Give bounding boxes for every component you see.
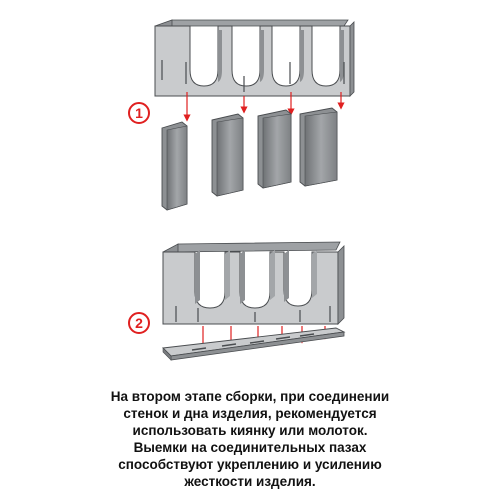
caption-line: На втором этапе сборки, при соединении — [110, 389, 390, 404]
caption-line: жесткости изделия. — [184, 474, 316, 489]
divider-panel — [212, 114, 243, 196]
step1-divider-panels — [162, 108, 337, 210]
caption-line: использовать киянку или молоток. — [132, 423, 368, 438]
step2-assembled-box — [163, 242, 344, 324]
divider-panel — [300, 108, 337, 186]
svg-text:2: 2 — [135, 315, 143, 331]
caption-line: стенок и дна изделия, рекомендуется — [123, 406, 377, 421]
caption-line: способствуют укреплению и усилению — [118, 457, 382, 472]
step-badge-1 — [129, 103, 149, 123]
caption-line: Выемки на соединительных пазах — [133, 440, 367, 455]
step1-front-wall — [155, 20, 354, 96]
step2-bottom-plate — [163, 328, 344, 360]
step-badge-2 — [129, 313, 149, 333]
divider-panel — [258, 110, 291, 188]
instruction-caption — [20, 388, 480, 490]
divider-panel — [162, 122, 187, 210]
svg-text:1: 1 — [135, 105, 143, 121]
